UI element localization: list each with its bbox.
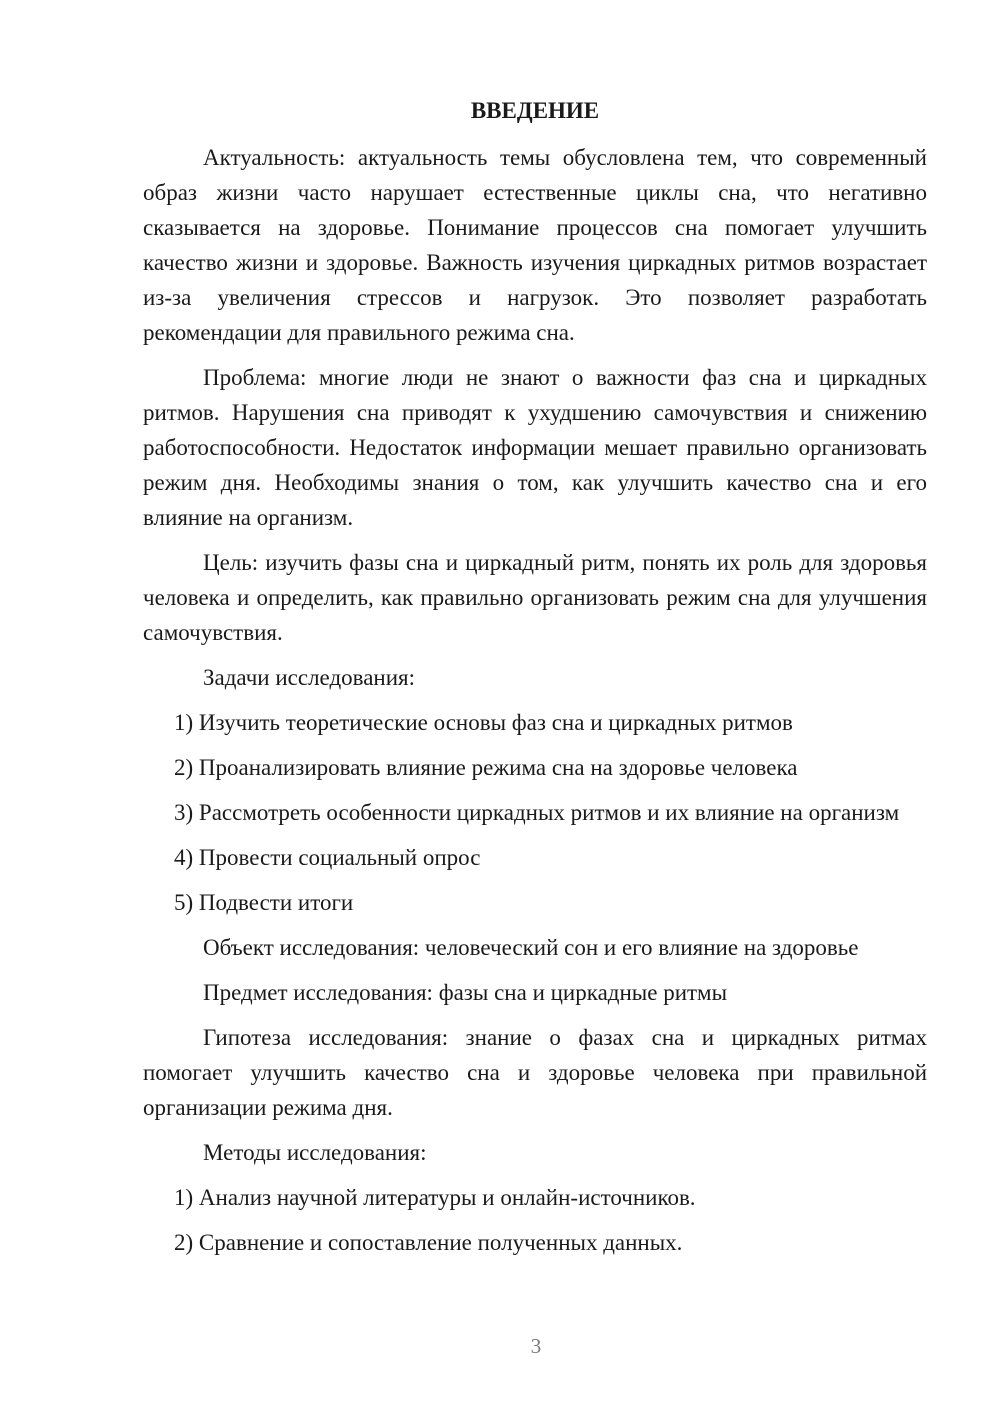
hypothesis-paragraph: Гипотеза исследования: знание о фазах сна и циркадных ритмах помогает улучшить качество сна и здоровье человека при правильной организации режима дня. [143,1025,927,1120]
tasks-list [143,705,927,920]
method-item: 1) Анализ научной литературы и онлайн-источников. [174,1185,696,1210]
research-subject: Предмет исследования: фазы сна и циркадные ритмы [203,980,728,1005]
goal-paragraph: Цель: изучить фазы сна и циркадный ритм, понять их роль для здоровья человека и определить, как правильно организовать режим сна для улучшения самочувствия. [143,550,927,645]
document-page [143,93,927,1270]
task-item: 2) Проанализировать влияние режима сна на здоровье человека [174,755,798,780]
research-object: Объект исследования: человеческий сон и его влияние на здоровье [203,935,859,960]
task-item: 5) Подвести итоги [174,890,354,915]
relevance-paragraph: Актуальность: актуальность темы обусловлена тем, что современный образ жизни часто нарушает естественные циклы сна, что негативно сказывается на здоровье. Понимание процессов сна помогает улучшить качество жизни и здоровье. Важность изучения циркадных ритмов возрастает из-за увеличения стрессов и нагрузок. Это позволяет разработать рекомендации для правильного режима сна. [143,145,927,345]
methods-heading: Методы исследования: [203,1140,427,1165]
task-item: 4) Провести социальный опрос [174,845,481,870]
page-number: 3 [530,1334,542,1358]
methods-list [143,1180,927,1260]
document-title: ВВЕДЕНИЕ [470,98,600,123]
task-item: 3) Рассмотреть особенности циркадных ритмов и их влияние на организм [174,800,900,825]
task-item: 1) Изучить теоретические основы фаз сна и циркадных ритмов [174,710,793,735]
tasks-heading: Задачи исследования: [203,665,416,690]
method-item: 2) Сравнение и сопоставление полученных данных. [174,1230,683,1255]
problem-paragraph: Проблема: многие люди не знают о важности фаз сна и циркадных ритмов. Нарушения сна приводят к ухудшению самочувствия и снижению работоспособности. Недостаток информации мешает правильно организовать режим дня. Необходимы знания о том, как улучшить качество сна и его влияние на организм. [143,365,927,530]
